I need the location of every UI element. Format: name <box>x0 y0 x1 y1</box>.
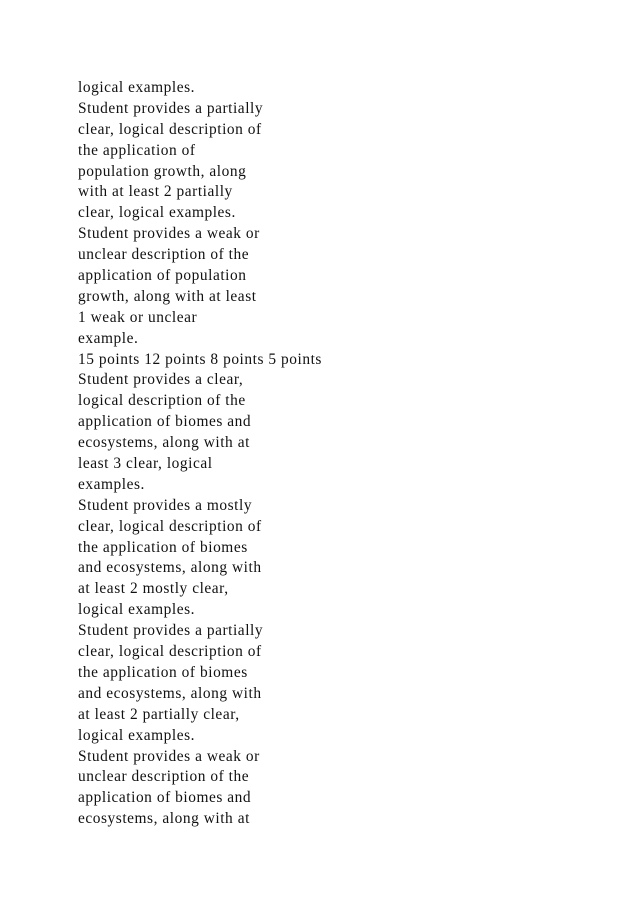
text-line: Student provides a weak or <box>78 225 260 243</box>
text-line: logical examples. <box>78 601 196 619</box>
text-line: clear, logical description of <box>78 517 262 535</box>
text-line: Student provides a partially <box>78 99 264 117</box>
text-line: the application of biomes <box>78 538 248 556</box>
rubric-text-block <box>78 78 598 830</box>
text-line: and ecosystems, along with <box>78 684 262 702</box>
text-line: unclear description of the <box>78 768 250 786</box>
text-line: clear, logical examples. <box>78 204 236 222</box>
text-line: logical description of the <box>78 392 246 410</box>
text-line: clear, logical description of <box>78 120 262 138</box>
text-line: the application of biomes <box>78 663 248 681</box>
text-line: at least 2 partially clear, <box>78 705 240 723</box>
text-line: examples. <box>78 475 145 493</box>
text-line: Student provides a clear, <box>78 371 244 389</box>
text-line: with at least 2 partially <box>78 183 233 201</box>
text-line: least 3 clear, logical <box>78 455 213 473</box>
text-line: ecosystems, along with at <box>78 810 250 828</box>
text-line: Student provides a mostly <box>78 496 253 514</box>
text-line: logical examples. <box>78 79 196 96</box>
text-line: Student provides a weak or <box>78 747 260 765</box>
text-line: population growth, along <box>78 162 247 180</box>
text-line: Student provides a partially <box>78 622 264 640</box>
text-line: unclear description of the <box>78 246 250 264</box>
text-line: the application of <box>78 141 196 159</box>
text-line: application of population <box>78 267 247 285</box>
text-line: logical examples. <box>78 726 196 744</box>
points-row: 15 points 12 points 8 points 5 points <box>78 350 322 368</box>
text-line: at least 2 mostly clear, <box>78 580 229 598</box>
text-line: clear, logical description of <box>78 643 262 661</box>
text-line: example. <box>78 329 139 347</box>
text-line: and ecosystems, along with <box>78 559 262 577</box>
text-line: application of biomes and <box>78 413 252 431</box>
text-line: ecosystems, along with at <box>78 434 250 452</box>
text-line: 1 weak or unclear <box>78 308 198 326</box>
text-line: application of biomes and <box>78 789 252 807</box>
text-line: growth, along with at least <box>78 287 257 305</box>
